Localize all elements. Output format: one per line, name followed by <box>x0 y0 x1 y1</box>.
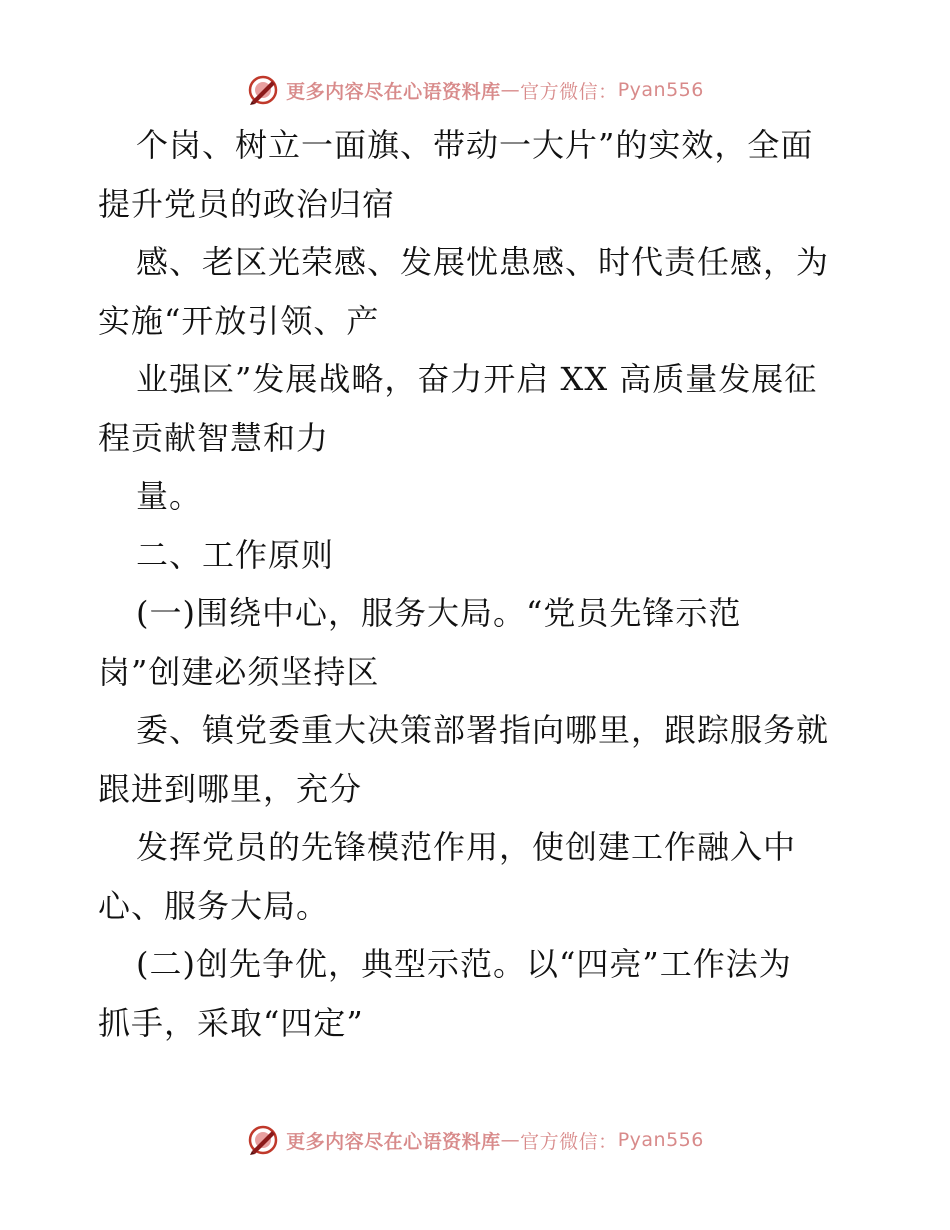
watermark-site-text: 更多内容尽在心语资料库 <box>286 1130 501 1153</box>
text-line: 岗”创建必须坚持区 <box>98 652 380 691</box>
watermark-contact-label: 官方微信： <box>520 1130 618 1153</box>
watermark-contact-label: 官方微信： <box>520 80 618 103</box>
watermark-contact-id: Pyan556 <box>617 79 704 101</box>
watermark-contact-id: Pyan556 <box>617 1129 704 1151</box>
text-line: 发挥党员的先锋模范作用，使创建工作融入中 <box>136 828 797 866</box>
pen-circle-logo-icon <box>246 1123 280 1157</box>
text-line: 实施“开放引领、产 <box>98 301 380 340</box>
text-line: 业强区”发展战略，奋力开启 XX 高质量发展征 <box>136 360 818 398</box>
text-line: 感、老区光荣感、发展忧患感、时代责任感，为 <box>136 243 830 281</box>
text-line: (一)围绕中心，服务大局。“党员先锋示范 <box>136 594 742 632</box>
text-line: 个岗、树立一面旗、带动一大片”的实效，全面 <box>136 126 814 164</box>
header-watermark <box>0 70 950 110</box>
text-line: 心、服务大局。 <box>98 886 330 925</box>
pen-circle-logo-icon <box>246 73 280 107</box>
section-heading: 二、工作原则 <box>136 535 335 574</box>
footer-watermark <box>0 1120 950 1160</box>
text-line: (二)创先争优，典型示范。以“四亮”工作法为 <box>136 945 792 983</box>
document-body <box>98 116 858 1052</box>
text-line: 程贡献智慧和力 <box>98 418 330 457</box>
text-line: 提升党员的政治归宿 <box>98 184 396 223</box>
watermark-dash: — <box>500 79 521 101</box>
text-line: 委、镇党委重大决策部署指向哪里，跟踪服务就 <box>136 711 830 749</box>
watermark-site-text: 更多内容尽在心语资料库 <box>286 80 501 103</box>
watermark-dash: — <box>500 1129 521 1151</box>
text-line: 抓手，采取“四定” <box>98 1003 364 1042</box>
text-line: 量。 <box>136 477 203 515</box>
text-line: 跟进到哪里，充分 <box>98 769 363 808</box>
